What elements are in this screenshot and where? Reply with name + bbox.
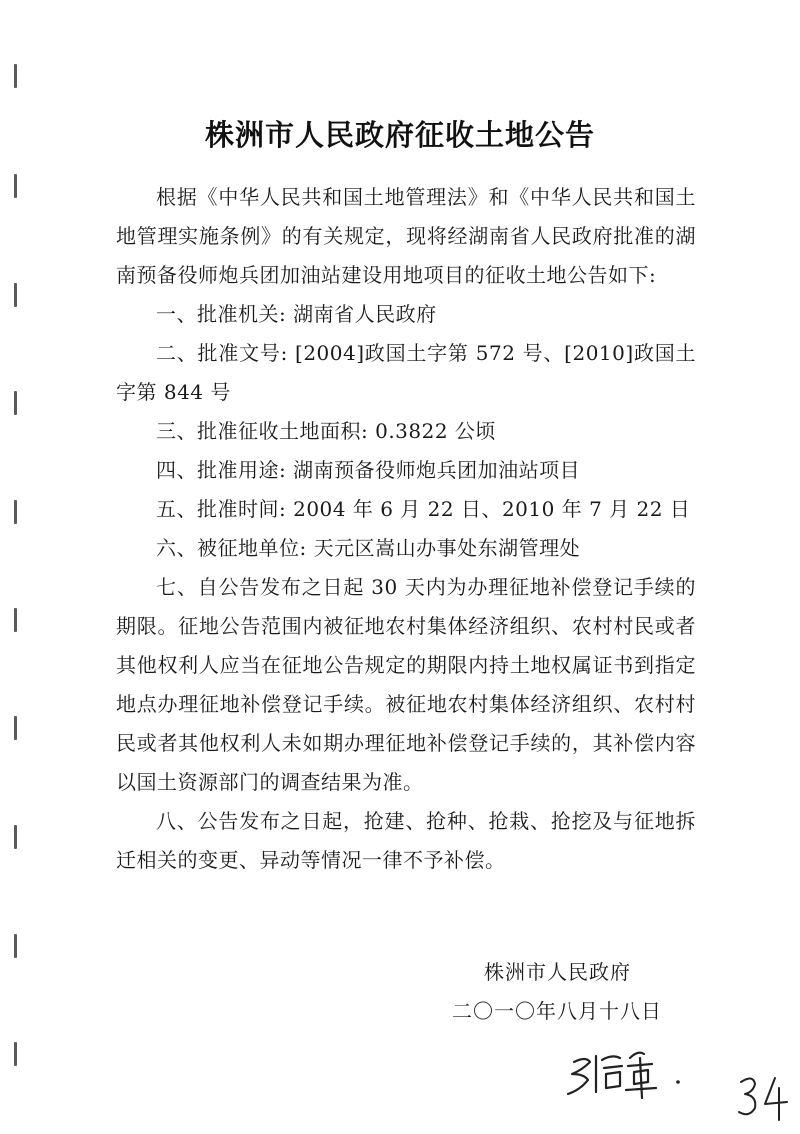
document-body bbox=[116, 178, 696, 880]
binding-mark bbox=[14, 1042, 17, 1066]
handwritten-page-number bbox=[735, 1072, 795, 1124]
handwritten-signature bbox=[560, 1040, 690, 1100]
binding-mark bbox=[14, 391, 17, 415]
item-no-compensation: 八、公告发布之日起，抢建、抢种、抢栽、抢挖及与征地拆迁相关的变更、异动等情况一律不予补偿。 bbox=[116, 809, 696, 872]
item-approval-number: 二、批准文号: [2004]政国土字第 572 号、[2010]政国土字第 844 号 bbox=[116, 341, 696, 404]
item-approving-authority: 一、批准机关: 湖南省人民政府 bbox=[156, 302, 437, 326]
item-approval-date: 五、批准时间: 2004 年 6 月 22 日、2010 年 7 月 22 日 bbox=[156, 497, 691, 521]
item-land-area: 三、批准征收土地面积: 0.3822 公顷 bbox=[156, 419, 496, 443]
binding-mark bbox=[14, 174, 17, 198]
intro-paragraph: 根据《中华人民共和国土地管理法》和《中华人民共和国土地管理实施条例》的有关规定，现将经湖南省人民政府批准的湖南预备役师炮兵团加油站建设用地项目的征收土地公告如下: bbox=[116, 185, 696, 287]
item-expropriated-unit: 六、被征地单位: 天元区嵩山办事处东湖管理处 bbox=[156, 536, 581, 560]
document-title: 株洲市人民政府征收土地公告 bbox=[204, 118, 595, 152]
binding-mark bbox=[14, 500, 17, 524]
binding-mark bbox=[14, 825, 17, 849]
binding-mark bbox=[14, 608, 17, 632]
binding-mark bbox=[14, 64, 17, 88]
binding-mark bbox=[14, 283, 17, 307]
issuer-name: 株洲市人民政府 bbox=[484, 960, 631, 984]
item-land-use: 四、批准用途: 湖南预备役师炮兵团加油站项目 bbox=[156, 458, 581, 482]
issue-date: 二〇一〇年八月十八日 bbox=[452, 999, 662, 1023]
binding-mark bbox=[14, 716, 17, 740]
binding-mark bbox=[14, 934, 17, 958]
item-registration-period: 七、自公告发布之日起 30 天内为办理征地补偿登记手续的期限。征地公告范围内被征地农村集体经济组织、农村村民或者其他权利人应当在征地公告规定的期限内持土地权属证书到指定地点办理征地补偿登记手续。被征地农村集体经济组织、农村村民或者其他权利人未如期办理征地补偿登记手续的，其补偿内容以国土资源部门的调查结果为准。 bbox=[116, 575, 696, 794]
